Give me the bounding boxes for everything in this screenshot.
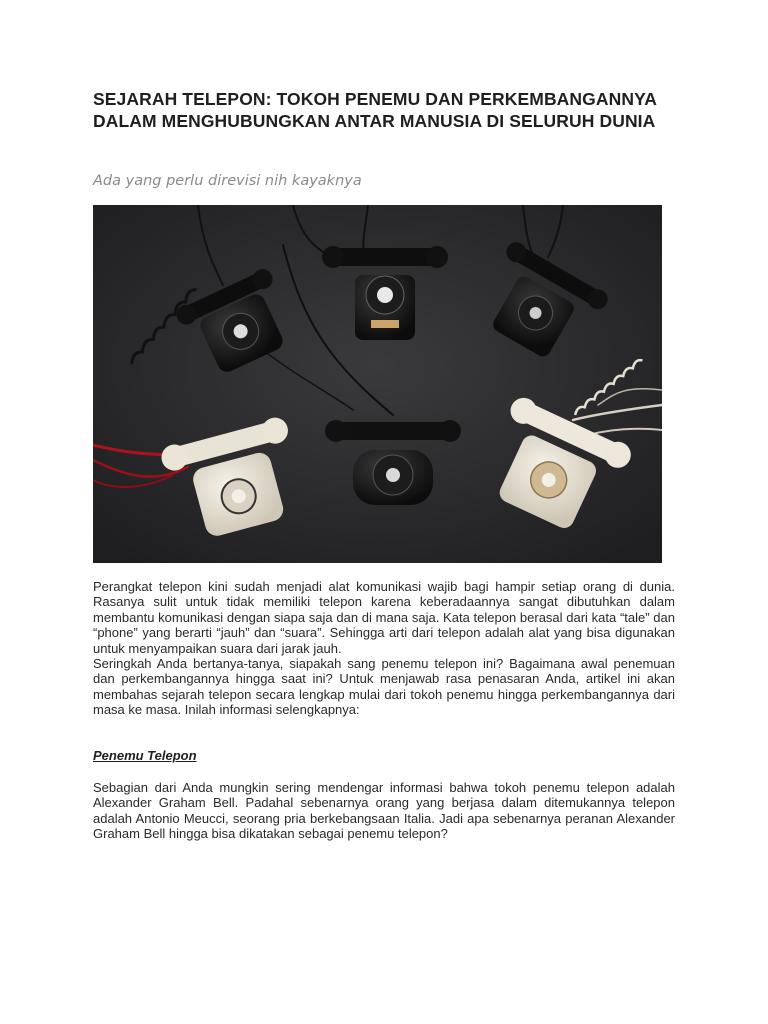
section-paragraph: Sebagian dari Anda mungkin sering mendengar informasi bahwa tokoh penemu telepon adalah Alexander Graham Bell. Padahal sebenarnya orang yang berjasa dalam ditemukannya telepon adalah Antonio Meucci, seorang pria berkebangsaan Italia. Jadi apa sebenarnya peranan Alexander Graham Bell hingga bisa dikatakan sebagai penemu telepon? <box>93 780 675 842</box>
article-title: SEJARAH TELEPON: TOKOH PENEMU DAN PERKEMBANGANNYA DALAM MENGHUBUNGKAN ANTAR MANUSIA DI SELURUH DUNIA <box>93 89 657 131</box>
article-subtitle: Ada yang perlu direvisi nih kayaknya <box>93 173 362 189</box>
hero-image-vintage-telephones <box>93 205 662 563</box>
intro-paragraph: Perangkat telepon kini sudah menjadi alat komunikasi wajib bagi hampir setiap orang di dunia. Rasanya sulit untuk tidak memiliki telepon karena keberadaannya sangat dibutuhkan dalam membantu komunikasi dengan siapa saja dan di mana saja. Kata telepon berasal dari kata “tale” dan “phone” yang berarti “jauh” dan “suara”. Sehingga arti dari telepon adalah alat yang bisa digunakan untuk menyampaikan suara dari jarak jauh. <box>93 579 675 656</box>
section-heading: Penemu Telepon <box>93 748 197 763</box>
question-paragraph: Seringkah Anda bertanya-tanya, siapakah sang penemu telepon ini? Bagaimana awal penemuan dan perkembangannya hingga saat ini? Untuk menjawab rasa penasaran Anda, artikel ini akan membahas sejarah telepon secara lengkap mulai dari tokoh penemu hingga perkembangannya dari masa ke masa. Inilah informasi selengkapnya: <box>93 656 675 718</box>
